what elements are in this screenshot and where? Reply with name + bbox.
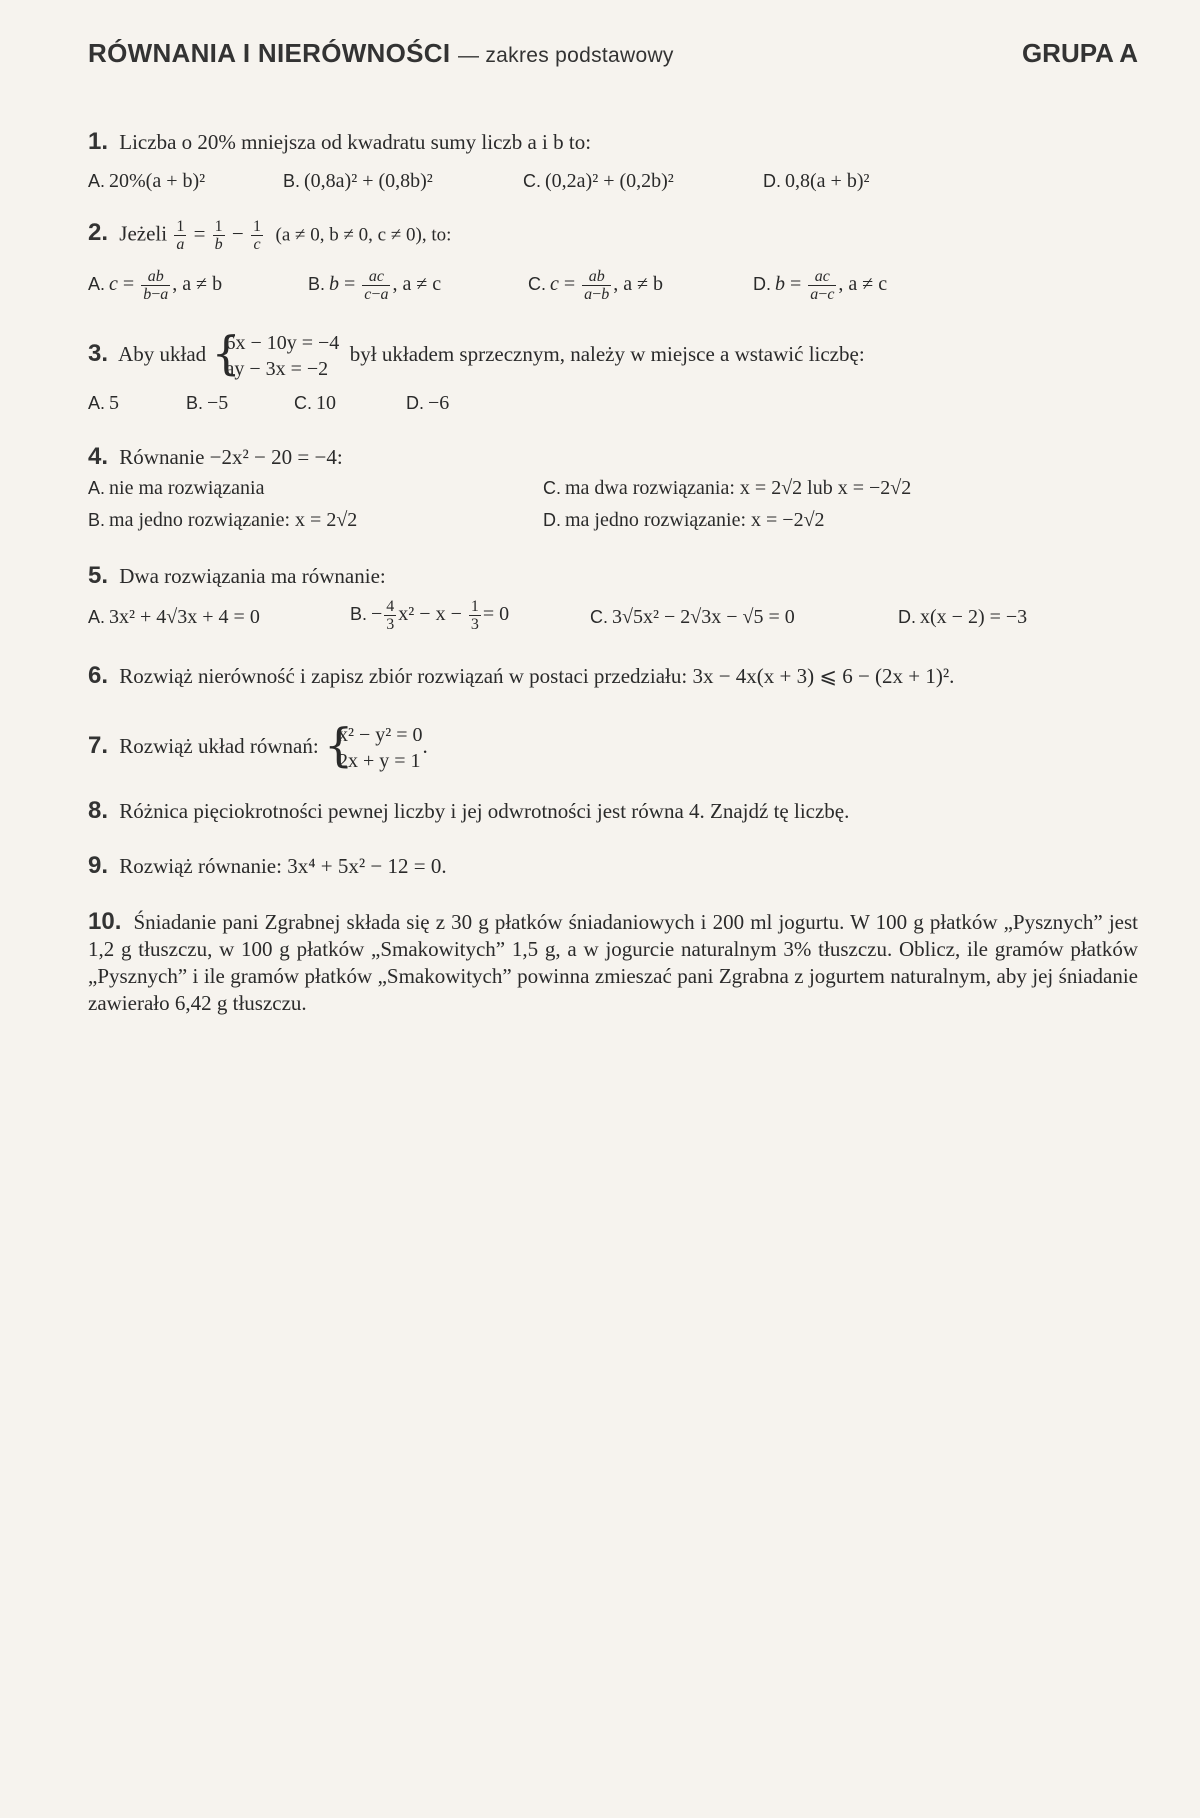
option-b: B. (0,8a)² + (0,8b)² [283,170,433,192]
option-b: B. −5 [186,392,229,414]
question-number: 3. [88,339,109,367]
option-c: C. 10 [294,392,336,414]
option-d: D. −6 [406,392,450,414]
fraction: $\frac{1}{c}$ [253,218,262,253]
question-2: 2. Jeżeli $\frac{1}{a}$ = $\frac{1}{b}$ − $\frac{1}{c}$ (a ≠ 0, b ≠ 0, c ≠ 0), to: [88,218,452,253]
question-5: 5. Dwa rozwiązania ma równanie: [88,562,386,589]
page-title: RÓWNANIA I NIERÓWNOŚCI — zakres podstawowy [88,38,674,68]
question-3: 3. Aby układ { 6x − 10y = −4 ay − 3x = −2 był układem sprzecznym, należy w miejsce a wstawić liczbę: [88,326,865,380]
page-subtitle: — zakres podstawowy [457,44,674,67]
question-number: 9. [88,852,109,879]
question-4: 4. Równanie −2x² − 20 = −4: [88,443,343,470]
option-a: A. 5 [88,392,120,414]
question-8: 8. Różnica pięciokrotności pewnej liczby i jej odwrotności jest równa 4. Znajdź tę liczbę. [88,797,850,824]
question-10: 10. Śniadanie pani Zgrabnej składa się z 30 g płatków śniadaniowych i 200 ml jogurtu. W 100 g płatków „Pysznych” jest 1,2 g tłuszczu, w 100 g płatków „Smakowitych” 1,5 g, a w jogurcie naturalnym 3% tłuszczu. Oblicz, ile gramów płatków „Pysznych” i ile gramów płatków „Smakowitych” powinna zmieszać pani Zgrabna z jogurtem naturalnym, aby jej śniadanie zawierało 6,42 g tłuszczu. [88,908,1138,1015]
page-header [88,36,1138,76]
equation-system: { 6x − 10y = −4 ay − 3x = −2 [211,326,340,380]
option-c: C. 3√5x² − 2√3x − √5 = 0 [590,606,795,628]
fraction: $\frac{1}{b}$ [214,218,223,253]
question-text: Liczba o 20% mniejsza od kwadratu sumy liczb a i b to: [119,130,592,154]
question-1 [88,128,1138,156]
option-c: C. ma dwa rozwiązania: x = 2√2 lub x = −2√2 [543,477,912,499]
option-c: C. (0,2a)² + (0,2b)² [523,170,674,192]
question-number: 2. [88,219,109,247]
question-number: 5. [88,562,109,589]
fraction: $\frac{1}{a}$ [176,218,185,253]
question-number: 8. [88,797,109,824]
option-b: B. ma jedno rozwiązanie: x = 2√2 [88,509,358,531]
option-b: B. − $\frac{4}{3}$ x² − x − $\frac{1}{3}$ = 0 [350,598,510,633]
question-6: 6. Rozwiąż nierówność i zapisz zbiór rozwiązań w postaci przedziału: 3x − 4x(x + 3) ⩽ 6 − (2x + 1)². [88,662,955,689]
option-a: A. 20%(a + b)² [88,170,206,192]
option-d: D. 0,8(a + b)² [763,170,870,192]
question-number: 6. [88,662,109,689]
option-d: D. b = $\frac{ac}{a-c}$ , a ≠ c [753,268,888,303]
option-c: C. c = $\frac{ab}{a-b}$ , a ≠ b [528,268,664,303]
question-number: 10. [88,908,122,935]
question-number: 7. [88,731,109,759]
equation-system: { x² − y² = 0 2x + y = 1 [323,718,423,772]
question-7: 7. Rozwiąż układ równań: { x² − y² = 0 2x + y = 1 . [88,718,428,772]
option-b: B. b = $\frac{ac}{c-a}$ , a ≠ c [308,268,442,303]
option-a: A. nie ma rozwiązania [88,477,265,499]
option-d: D. ma jedno rozwiązanie: x = −2√2 [543,509,825,531]
question-9: 9. Rozwiąż równanie: 3x⁴ + 5x² − 12 = 0. [88,852,447,879]
option-d: D. x(x − 2) = −3 [898,606,1028,628]
question-number: 1. [88,128,109,155]
option-a: A. c = $\frac{ab}{b-a}$ , a ≠ b [88,268,223,303]
question-number: 4. [88,443,109,470]
option-a: A. 3x² + 4√3x + 4 = 0 [88,606,260,628]
group-label: GRUPA A [1021,38,1138,68]
